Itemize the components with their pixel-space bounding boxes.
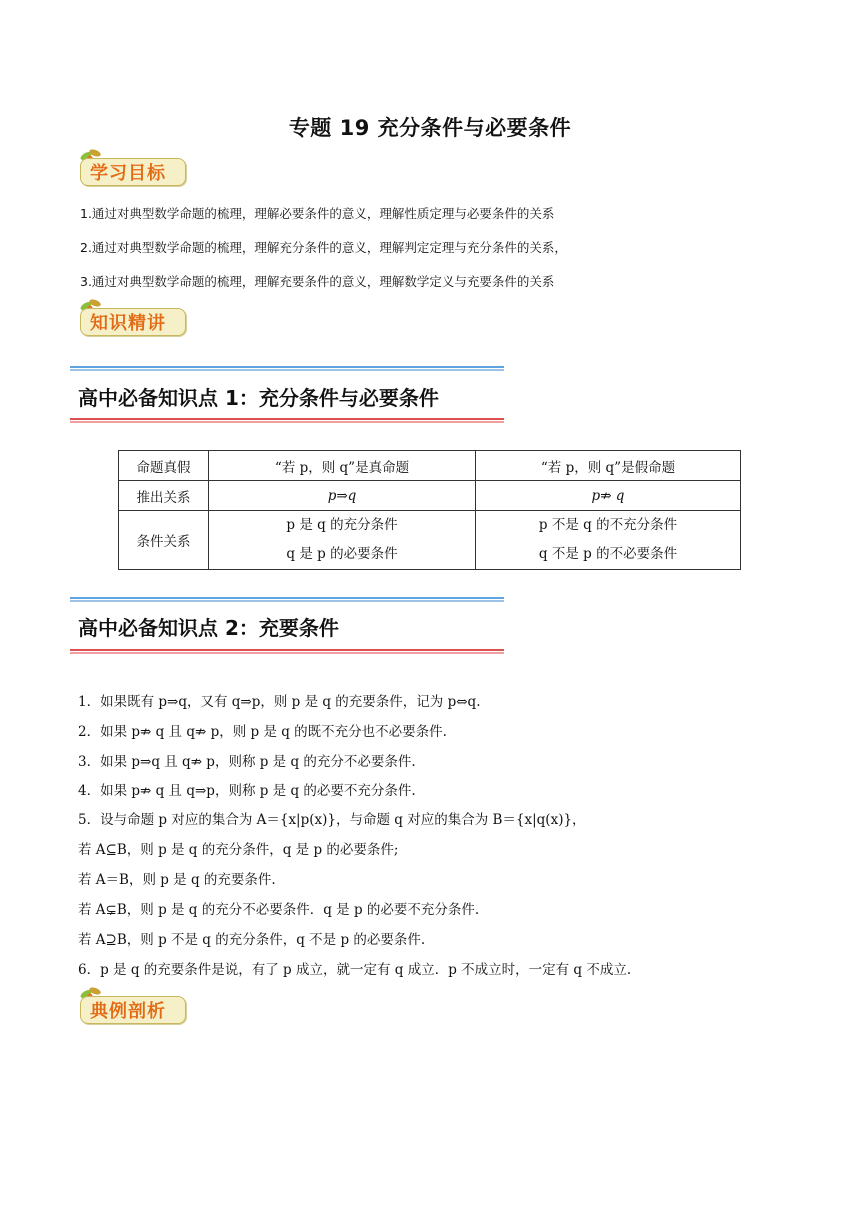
section-badge-examples bbox=[78, 988, 188, 1022]
table-row bbox=[119, 481, 741, 511]
table-cell: “若 p，则 q”是假命题 bbox=[476, 451, 741, 481]
table-cell: p⇏ q bbox=[476, 481, 741, 511]
section-rule-top bbox=[70, 366, 504, 371]
content-line: 2．如果 p⇏ q 且 q⇏ p，则 p 是 q 的既不充分也不必要条件. bbox=[78, 724, 447, 740]
table-cell: “若 p，则 q”是真命题 bbox=[209, 451, 476, 481]
table-cell: 命题真假 bbox=[119, 451, 209, 481]
condition-table bbox=[118, 450, 741, 570]
section-badge-goals bbox=[78, 150, 188, 184]
content-line: 1．如果既有 p⇒q，又有 q⇒p，则 p 是 q 的充要条件，记为 p⇔q. bbox=[78, 694, 481, 710]
table-cell: 条件关系 bbox=[119, 511, 209, 570]
content-line: 5．设与命题 p 对应的集合为 A＝{x|p(x)}，与命题 q 对应的集合为 B＝{x|q(x)}， bbox=[78, 812, 586, 828]
section-rule-top bbox=[70, 597, 504, 602]
table-cell: p⇒q bbox=[209, 481, 476, 511]
document-title: 专题 19 充分条件与必要条件 bbox=[288, 116, 572, 140]
goal-item: 2.通过对典型数学命题的梳理，理解充分条件的意义，理解判定定理与充分条件的关系， bbox=[80, 240, 567, 255]
cell-line: q 是 p 的必要条件 bbox=[286, 546, 398, 562]
content-line: 3．如果 p⇒q 且 q⇏ p，则称 p 是 q 的充分不必要条件. bbox=[78, 754, 416, 770]
section-badge-knowledge bbox=[78, 300, 188, 334]
content-line: 若 A＝B，则 p 是 q 的充要条件. bbox=[78, 872, 276, 888]
content-line: 若 A⊊B，则 p 是 q 的充分不必要条件．q 是 p 的必要不充分条件. bbox=[78, 902, 480, 918]
cell-line: p 是 q 的充分条件 bbox=[286, 517, 398, 533]
knowledge-point-1-title: 高中必备知识点 1：充分条件与必要条件 bbox=[78, 386, 439, 410]
cell-line: q 不是 p 的不必要条件 bbox=[538, 546, 678, 562]
section-rule-bottom bbox=[70, 418, 504, 423]
table-row bbox=[119, 451, 741, 481]
content-line: 4．如果 p⇏ q 且 q⇒p，则称 p 是 q 的必要不充分条件. bbox=[78, 783, 416, 799]
badge-label: 典例剖析 bbox=[90, 1001, 166, 1022]
content-line: 若 A⊆B，则 p 是 q 的充分条件，q 是 p 的必要条件; bbox=[78, 842, 399, 858]
table-cell: 推出关系 bbox=[119, 481, 209, 511]
badge-label: 学习目标 bbox=[90, 163, 166, 184]
knowledge-point-2-title: 高中必备知识点 2：充要条件 bbox=[78, 616, 339, 640]
table-cell bbox=[476, 511, 741, 570]
table-cell bbox=[209, 511, 476, 570]
table-row bbox=[119, 511, 741, 570]
goal-item: 1.通过对典型数学命题的梳理，理解必要条件的意义，理解性质定理与必要条件的关系 bbox=[80, 206, 555, 221]
goal-item: 3.通过对典型数学命题的梳理，理解充要条件的意义，理解数学定义与充要条件的关系 bbox=[80, 274, 555, 289]
cell-line: p 不是 q 的不充分条件 bbox=[538, 517, 678, 533]
badge-label: 知识精讲 bbox=[90, 313, 166, 334]
content-line: 6．p 是 q 的充要条件是说，有了 p 成立，就一定有 q 成立．p 不成立时，一定有 q 不成立. bbox=[78, 962, 632, 978]
section-rule-bottom bbox=[70, 649, 504, 654]
content-line: 若 A⊇B，则 p 不是 q 的充分条件，q 不是 p 的必要条件. bbox=[78, 932, 426, 948]
